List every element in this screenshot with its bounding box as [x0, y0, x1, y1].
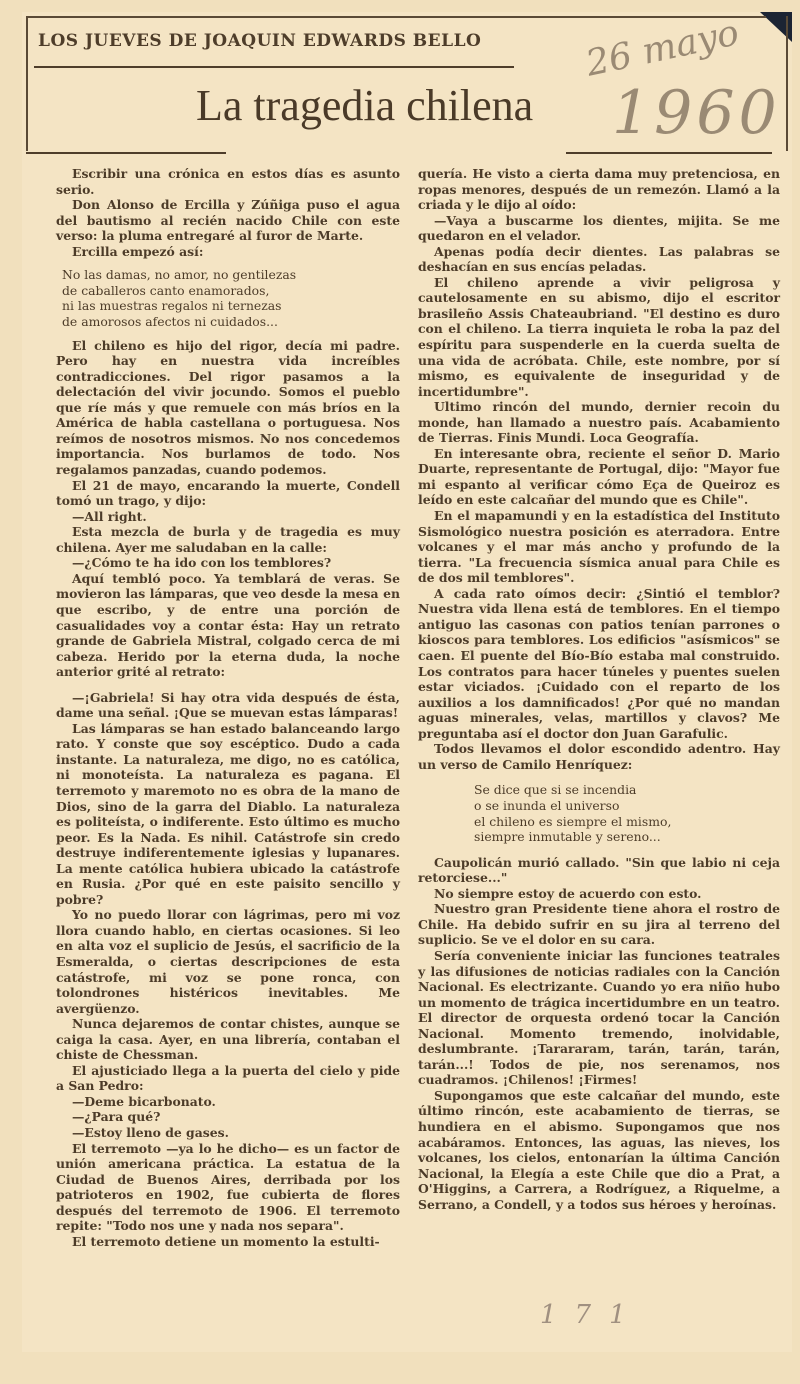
paragraph: Nunca dejaremos de contar chistes, aunque se caiga la casa. Ayer, en una librería, contaban el chiste de Chessman. — [56, 1016, 400, 1063]
paragraph: El chileno es hijo del rigor, decía mi padre. Pero hay en nuestra vida increíbles contradicciones. Del rigor pasamos a la delectación del vivir jocundo. Somos el pueblo que ríe más y que remuele con más bríos en la América de habla castellana o portuguesa. Nos reímos de nosotros mismos. No nos concedemos importancia. Nos burlamos de todo. Nos regalamos panzadas, cuando podemos. — [56, 337, 400, 478]
frame-rule-left — [26, 16, 28, 151]
paragraph: A cada rato oímos decir: ¿Sintió el temblor? Nuestra vida llena está de temblores. En el tiempo antiguo las casonas con patios tenían parrones o kioscos para temblores. Los edificios "asísmicos" se caen. El puente del Bío-Bío estaba mal construido. Los contratos para hacer túneles y puentes suelen estar viciados. ¡Cuidado con el reparto de los auxilios a los damnificados! ¿Por qué no mandan aguas minerales, velas, martillos y clavos? Me preguntaba así el doctor don Juan Garafulic. — [418, 585, 780, 741]
handwritten-date: 26 mayo — [582, 12, 743, 85]
paragraph: —¿Para qué? — [72, 1109, 161, 1125]
title-rule-right — [566, 152, 772, 154]
poem-line: o se inunda el universo — [474, 797, 620, 813]
article-column-right — [418, 166, 780, 1212]
paragraph: Todos llevamos el dolor escondido adentro. Hay un verso de Camilo Henríquez: — [418, 741, 780, 772]
title-rule-left — [26, 152, 226, 154]
paragraph: Nuestro gran Presidente tiene ahora el rostro de Chile. Ha debido sufrir en su jira al terreno del suplicio. Se ve el dolor en su cara. — [418, 901, 780, 948]
paragraph: Las lámparas se han estado balanceando largo rato. Y conste que soy escéptico. Dudo a cada instante. La naturaleza, me digo, no es católica, ni monoteísta. La naturaleza es pagana. El terremoto y maremoto no es obra de la mano de Dios, sino de la garra del Diablo. La naturaleza es politeísta, o indiferente. Esto último es mucho peor. Es la Nada. Es nihil. Catástrofe sin credo destruye indiferentemente iglesias y lupanares. La mente católica hubiera ubicado la catástrofe en Rusia. ¿Por qué en este paisito sencillo y pobre? — [56, 720, 400, 907]
paragraph: El ajusticiado llega a la puerta del cielo y pide a San Pedro: — [56, 1062, 400, 1094]
paragraph: Ercilla empezó así: — [72, 243, 204, 259]
paragraph: quería. He visto a cierta dama muy pretenciosa, en ropas menores, después de un remezón. Llamó a la criada y le dijo al oído: — [418, 166, 780, 213]
poem-henriquez — [474, 782, 780, 844]
paragraph: Escribir una crónica en estos días es asunto serio. — [56, 166, 400, 197]
paragraph: —Estoy lleno de gases. — [72, 1125, 229, 1140]
paragraph: Supongamos que este calcañar del mundo, este último rincón, este acabamiento de tierras, se hundiera en el abismo. Supongamos que nos acabáramos. Entonces, las aguas, las nieves, los volcanes, los cielos, entonarían la última Canción Nacional, la Elegía a este Chile que dio a Prat, a O'Higgins, a Carrera, a Rodríguez, a Riquelme, a Serrano, a Condell, y a todos sus héroes y heroínas. — [418, 1087, 780, 1212]
paragraph: Sería conveniente iniciar las funciones teatrales y las difusiones de noticias radiales con la Canción Nacional. Es electrizante. Cuando yo era niño hubo un momento de trágica incertidumbre en un teatro. El director de orquesta ordenó tocar la Canción Nacional. Momento tremendo, inolvidable, deslumbrante. ¡Tarararam, tarán, tarán, tarán, tarán...! Todos de pie, nos serenamos, nos cuadramos. ¡Chilenos! ¡Firmes! — [418, 947, 780, 1088]
spacer — [56, 680, 400, 690]
paragraph: En el mapamundi y en la estadística del Instituto Sismológico nuestra posición es aterradora. Entre volcanes y el mar más ancho y profundo de la tierra. "La frecuencia sísmica anual para Chile es de dos mil temblores". — [418, 508, 780, 586]
paragraph: Caupolicán murió callado. "Sin que labio ni ceja retorciese..." — [418, 854, 780, 886]
poem-line: ni las muestras regalos ni ternezas — [62, 298, 282, 314]
paragraph: —¿Cómo te ha ido con los temblores? — [72, 555, 332, 571]
paragraph: En interesante obra, reciente el señor D. Mario Duarte, representante de Portugal, dijo: "Mayor fue mi espanto al verificar cómo Eça de Queiroz es leído en este calcañar del mundo que es Chile". — [418, 445, 780, 508]
paragraph: No siempre estoy de acuerdo con esto. — [434, 885, 702, 901]
paragraph: Esta mezcla de burla y de tragedia es muy chilena. Ayer me saludaban en la calle: — [56, 524, 400, 555]
poem-line: de amorosos afectos ni cuidados... — [62, 314, 278, 330]
article-title: La tragedia chilena — [196, 81, 534, 130]
poem-line: Se dice que si se incendia — [474, 782, 637, 798]
paragraph: Aquí tembló poco. Ya temblará de veras. Se movieron las lámparas, que veo desde la mesa en que escribo, y de entre una porción de casualidades voy a contar ésta: Hay un retrato grande de Gabriela Mistral, colgado cerca de mi cabeza. Herido por la eterna duda, la noche anterior grité al retrato: — [56, 570, 400, 680]
poem-ercilla — [62, 267, 400, 329]
paragraph: El chileno aprende a vivir peligrosa y cautelosamente en su abismo, dijo el escritor brasileño Assis Chateaubriand. "El destino es duro con el chileno. La tierra inquieta le roba la paz del espíritu para suspenderle en la cuerda suelta de una vida de acróbata. Chile, este nombre, por sí mismo, es equivalente de inseguridad y de incertidumbre". — [418, 274, 780, 399]
paragraph: Apenas podía decir dientes. Las palabras se deshacían en sus encías peladas. — [418, 243, 780, 275]
poem-line: No las damas, no amor, no gentilezas — [62, 267, 297, 283]
poem-line: el chileno es siempre el mismo, — [474, 813, 672, 829]
paragraph: —Vaya a buscarme los dientes, mijita. Se me quedaron en el velador. — [418, 212, 780, 244]
paragraph: —Deme bicarbonato. — [72, 1093, 216, 1109]
poem-line: siempre inmutable y sereno... — [474, 829, 661, 845]
paragraph: El terremoto —ya lo he dicho— es un factor de unión americana práctica. La estatua de la Ciudad de Buenos Aires, derribada por los patrioteros en 1902, fue cubierta de flores después del terremoto de 1906. El terremoto repite: "Todo nos une y nada nos separa". — [56, 1140, 400, 1234]
paragraph: El 21 de mayo, encarando la muerte, Condell tomó un trago, y dijo: — [56, 477, 400, 509]
paragraph: El terremoto detiene un momento la estulti- — [72, 1233, 380, 1249]
paragraph: —¡Gabriela! Si hay otra vida después de ésta, dame una señal. ¡Que se muevan estas lámparas! — [56, 689, 400, 721]
frame-rule-right — [786, 16, 788, 151]
paragraph: Ultimo rincón del mundo, dernier recoin du monde, han llamado a nuestro país. Acabamiento de Tierras. Finis Mundi. Loca Geografía. — [418, 399, 780, 446]
kicker-rule — [34, 66, 514, 68]
paragraph: Yo no puedo llorar con lágrimas, pero mi voz llora cuando hablo, en ciertas ocasiones. Si leo en alta voz el suplicio de Jesús, el sacrificio de la Esmeralda, o ciertas descripciones de esta catástrofe, mi voz se pone ronca, con tolondrones histéricos inevitables. Me avergüenzo. — [56, 907, 400, 1016]
column-kicker: LOS JUEVES DE JOAQUIN EDWARDS BELLO — [38, 31, 482, 51]
article-column-left — [56, 166, 400, 1249]
paragraph: Don Alonso de Ercilla y Zúñiga puso el agua del bautismo al recién nacido Chile con este verso: la pluma entregaré al furor de Marte. — [56, 197, 400, 244]
poem-line: de caballeros canto enamorados, — [62, 282, 270, 298]
handwritten-page-number: 171 — [540, 1300, 644, 1330]
frame-rule-top — [26, 16, 766, 18]
paragraph: —All right. — [72, 508, 147, 524]
handwritten-year: 1960 — [612, 78, 781, 148]
